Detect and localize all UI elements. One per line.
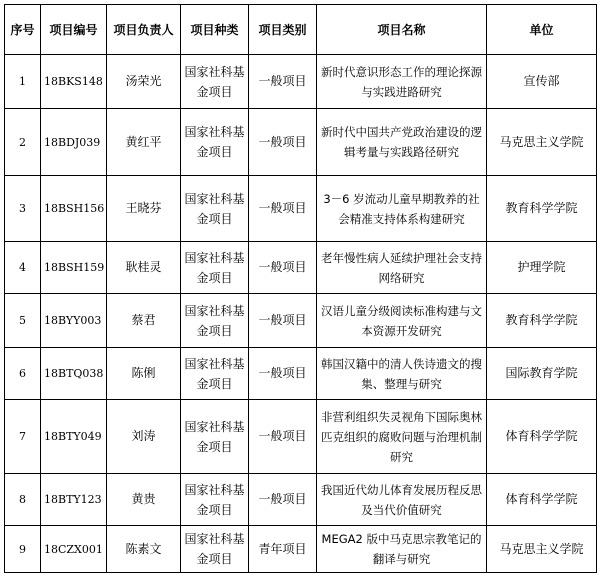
cell-unit: 国际教育学院 [487, 348, 597, 400]
cell-no: 3 [5, 176, 41, 242]
cell-code: 18BTQ038 [41, 348, 107, 400]
cell-category: 一般项目 [249, 55, 317, 109]
cell-leader: 王晓芬 [107, 176, 181, 242]
cell-no: 8 [5, 474, 41, 526]
cell-title: 3－6 岁流动儿童早期教养的社会精准支持体系构建研究 [317, 176, 487, 242]
cell-unit: 马克思主义学院 [487, 526, 597, 573]
table-row [5, 242, 597, 294]
cell-category: 一般项目 [249, 109, 317, 176]
cell-code: 18BTY049 [41, 400, 107, 474]
cell-code: 18CZX001 [41, 526, 107, 573]
cell-leader: 耿桂灵 [107, 242, 181, 294]
cell-kind: 国家社科基金项目 [181, 55, 249, 109]
table-row [5, 474, 597, 526]
cell-title: 新时代意识形态工作的理论探源与实践进路研究 [317, 55, 487, 109]
cell-kind: 国家社科基金项目 [181, 348, 249, 400]
table-row [5, 400, 597, 474]
cell-category: 一般项目 [249, 400, 317, 474]
cell-leader: 陈素文 [107, 526, 181, 573]
header-unit: 单位 [487, 5, 597, 55]
header-no: 序号 [5, 5, 41, 55]
header-leader: 项目负责人 [107, 5, 181, 55]
table-row [5, 526, 597, 573]
cell-kind: 国家社科基金项目 [181, 176, 249, 242]
cell-no: 5 [5, 294, 41, 348]
cell-leader: 汤荣光 [107, 55, 181, 109]
cell-title: 非营利组织失灵视角下国际奥林匹克组织的腐败问题与治理机制研究 [317, 400, 487, 474]
table-row [5, 294, 597, 348]
cell-code: 18BTY123 [41, 474, 107, 526]
project-table [4, 4, 597, 573]
cell-title: 老年慢性病人延续护理社会支持网络研究 [317, 242, 487, 294]
cell-leader: 陈俐 [107, 348, 181, 400]
table-row [5, 55, 597, 109]
cell-no: 4 [5, 242, 41, 294]
header-title: 项目名称 [317, 5, 487, 55]
table-row [5, 109, 597, 176]
cell-kind: 国家社科基金项目 [181, 109, 249, 176]
cell-title: 我国近代幼儿体育发展历程反思及当代价值研究 [317, 474, 487, 526]
header-row [5, 5, 597, 55]
cell-unit: 教育科学学院 [487, 176, 597, 242]
cell-kind: 国家社科基金项目 [181, 400, 249, 474]
cell-unit: 宣传部 [487, 55, 597, 109]
cell-code: 18BYY003 [41, 294, 107, 348]
cell-title: 新时代中国共产党政治建设的逻辑考量与实践路径研究 [317, 109, 487, 176]
cell-leader: 刘涛 [107, 400, 181, 474]
cell-unit: 体育科学学院 [487, 474, 597, 526]
cell-no: 1 [5, 55, 41, 109]
cell-kind: 国家社科基金项目 [181, 242, 249, 294]
cell-category: 青年项目 [249, 526, 317, 573]
cell-unit: 教育科学学院 [487, 294, 597, 348]
cell-leader: 黄红平 [107, 109, 181, 176]
cell-title: MEGA2 版中马克思宗教笔记的翻译与研究 [317, 526, 487, 573]
table-row [5, 176, 597, 242]
cell-title: 韩国汉籍中的清人佚诗遗文的搜集、整理与研究 [317, 348, 487, 400]
cell-kind: 国家社科基金项目 [181, 294, 249, 348]
cell-kind: 国家社科基金项目 [181, 474, 249, 526]
cell-code: 18BDJ039 [41, 109, 107, 176]
cell-code: 18BKS148 [41, 55, 107, 109]
cell-category: 一般项目 [249, 474, 317, 526]
cell-category: 一般项目 [249, 176, 317, 242]
cell-category: 一般项目 [249, 242, 317, 294]
cell-no: 2 [5, 109, 41, 176]
header-code: 项目编号 [41, 5, 107, 55]
cell-unit: 护理学院 [487, 242, 597, 294]
cell-code: 18BSH156 [41, 176, 107, 242]
table-row [5, 348, 597, 400]
cell-no: 9 [5, 526, 41, 573]
cell-code: 18BSH159 [41, 242, 107, 294]
cell-no: 7 [5, 400, 41, 474]
header-category: 项目类别 [249, 5, 317, 55]
cell-unit: 体育科学学院 [487, 400, 597, 474]
cell-leader: 蔡君 [107, 294, 181, 348]
cell-no: 6 [5, 348, 41, 400]
cell-category: 一般项目 [249, 348, 317, 400]
cell-kind: 国家社科基金项目 [181, 526, 249, 573]
header-kind: 项目种类 [181, 5, 249, 55]
cell-leader: 黄贵 [107, 474, 181, 526]
cell-category: 一般项目 [249, 294, 317, 348]
cell-unit: 马克思主义学院 [487, 109, 597, 176]
cell-title: 汉语儿童分级阅读标准构建与文本资源开发研究 [317, 294, 487, 348]
